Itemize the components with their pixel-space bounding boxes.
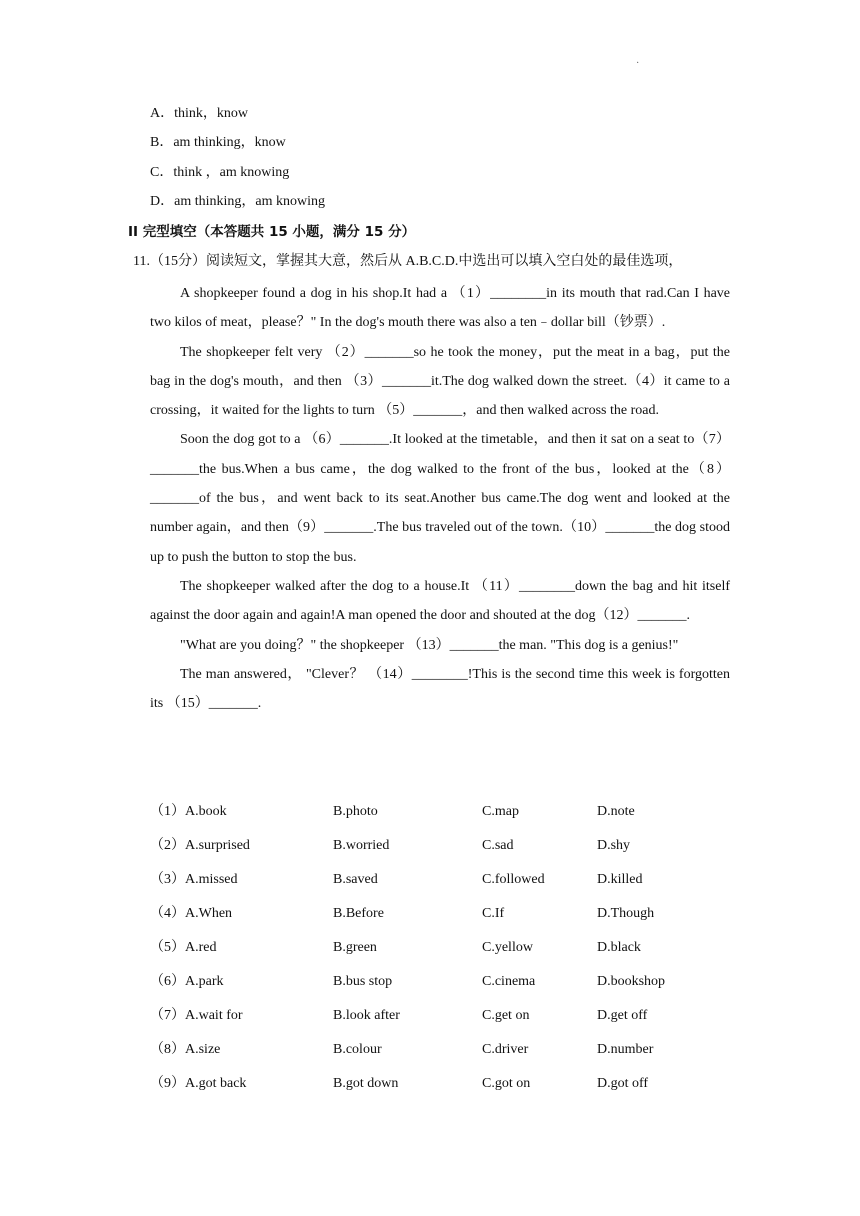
choice-b: B.worried bbox=[333, 838, 390, 853]
choice-c: C.If bbox=[482, 906, 505, 921]
choice-a: （4）A.When bbox=[150, 906, 233, 921]
choice-d: D.note bbox=[597, 804, 635, 819]
option-b: B．am thinking，know bbox=[150, 135, 286, 150]
question-prompt: 11.（15分）阅读短文，掌握其大意，然后从 A.B.C.D.中选出可以填入空白处的最佳选项， bbox=[133, 254, 683, 269]
option-a: A．think，know bbox=[150, 106, 248, 121]
choice-row bbox=[150, 800, 730, 834]
choice-b: B.look after bbox=[333, 1008, 400, 1023]
choice-d: D.shy bbox=[597, 838, 631, 853]
choice-b: B.colour bbox=[333, 1042, 382, 1057]
passage bbox=[150, 279, 730, 718]
choice-c: C.cinema bbox=[482, 974, 536, 989]
choice-d: D.black bbox=[597, 940, 641, 955]
choice-a: （2）A.surprised bbox=[150, 838, 250, 853]
option-d: D．am thinking，am knowing bbox=[150, 194, 325, 209]
choice-b: B.bus stop bbox=[333, 974, 393, 989]
passage-paragraph-4: The shopkeeper walked after the dog to a house.It （11）________down the bag and hit itself against the door again and again!A man opened the door and shouted at the dog（12）_______. bbox=[150, 578, 730, 624]
choice-c: C.got on bbox=[482, 1076, 531, 1091]
header-mark: · bbox=[636, 58, 640, 69]
choice-b: B.photo bbox=[333, 804, 378, 819]
choice-row bbox=[150, 1004, 730, 1038]
section-title: II 完型填空（本答题共 15 小题，满分 15 分） bbox=[128, 224, 416, 240]
choice-a: （1）A.book bbox=[150, 804, 227, 819]
passage-paragraph-1: A shopkeeper found a dog in his shop.It had a （1）________in its mouth that rad.Can I have two kilos of meat，please？" In the dog's mouth there was also a ten﹣dollar bill（钞票）. bbox=[150, 286, 730, 331]
choice-d: D.killed bbox=[597, 872, 643, 887]
choice-c: C.yellow bbox=[482, 940, 533, 955]
choice-d: D.get off bbox=[597, 1008, 648, 1023]
choice-c: C.driver bbox=[482, 1042, 529, 1057]
choice-c: C.sad bbox=[482, 838, 514, 853]
option-c: C．think ，am knowing bbox=[150, 165, 290, 180]
choice-row bbox=[150, 1072, 730, 1106]
choice-b: B.green bbox=[333, 940, 377, 955]
choice-a: （6）A.park bbox=[150, 974, 224, 989]
choice-d: D.Though bbox=[597, 906, 655, 921]
choice-b: B.saved bbox=[333, 872, 378, 887]
passage-paragraph-2: The shopkeeper felt very （2）_______so he took the money，put the meat in a bag，put the bag in the dog's mouth，and then （3）_______it.The dog walked down the street.（4）it came to a crossing，it waited for the lights to turn （5）_______，and then walked across the road. bbox=[150, 344, 730, 419]
choice-d: D.bookshop bbox=[597, 974, 666, 989]
choice-row bbox=[150, 1038, 730, 1072]
choice-a: （7）A.wait for bbox=[150, 1008, 243, 1023]
choice-d: D.number bbox=[597, 1042, 654, 1057]
choice-c: C.get on bbox=[482, 1008, 530, 1023]
choice-c: C.followed bbox=[482, 872, 545, 887]
choice-c: C.map bbox=[482, 804, 519, 819]
passage-paragraph-5: "What are you doing？" the shopkeeper （13）_______the man. "This dog is a genius!" bbox=[180, 637, 679, 653]
choice-a: （8）A.size bbox=[150, 1042, 221, 1057]
passage-paragraph-3: Soon the dog got to a （6）_______.It looked at the timetable，and then it sat on a seat to（7）_______the bus.When a bus came，the dog walked to the front of the bus，looked at the（8）_______of the bus，and went back to its seat.Another bus came.The dog went and looked at the number again，and then（9）_______.The bus traveled out of the town.（10）_______the dog stood up to push the button to stop the bus. bbox=[150, 432, 730, 565]
choice-b: B.Before bbox=[333, 906, 384, 921]
choice-a: （3）A.missed bbox=[150, 872, 238, 887]
choices-table bbox=[150, 800, 730, 1106]
choice-b: B.got down bbox=[333, 1076, 399, 1091]
choice-row bbox=[150, 834, 730, 868]
choice-d: D.got off bbox=[597, 1076, 649, 1091]
choice-row bbox=[150, 868, 730, 902]
choice-a: （9）A.got back bbox=[150, 1076, 247, 1091]
choice-a: （5）A.red bbox=[150, 940, 217, 955]
choice-row bbox=[150, 970, 730, 1004]
passage-paragraph-6: The man answered， "Clever？ （14）________!This is the second time this week is forgotten its （15）_______. bbox=[150, 666, 730, 712]
choice-row bbox=[150, 936, 730, 970]
choice-row bbox=[150, 902, 730, 936]
